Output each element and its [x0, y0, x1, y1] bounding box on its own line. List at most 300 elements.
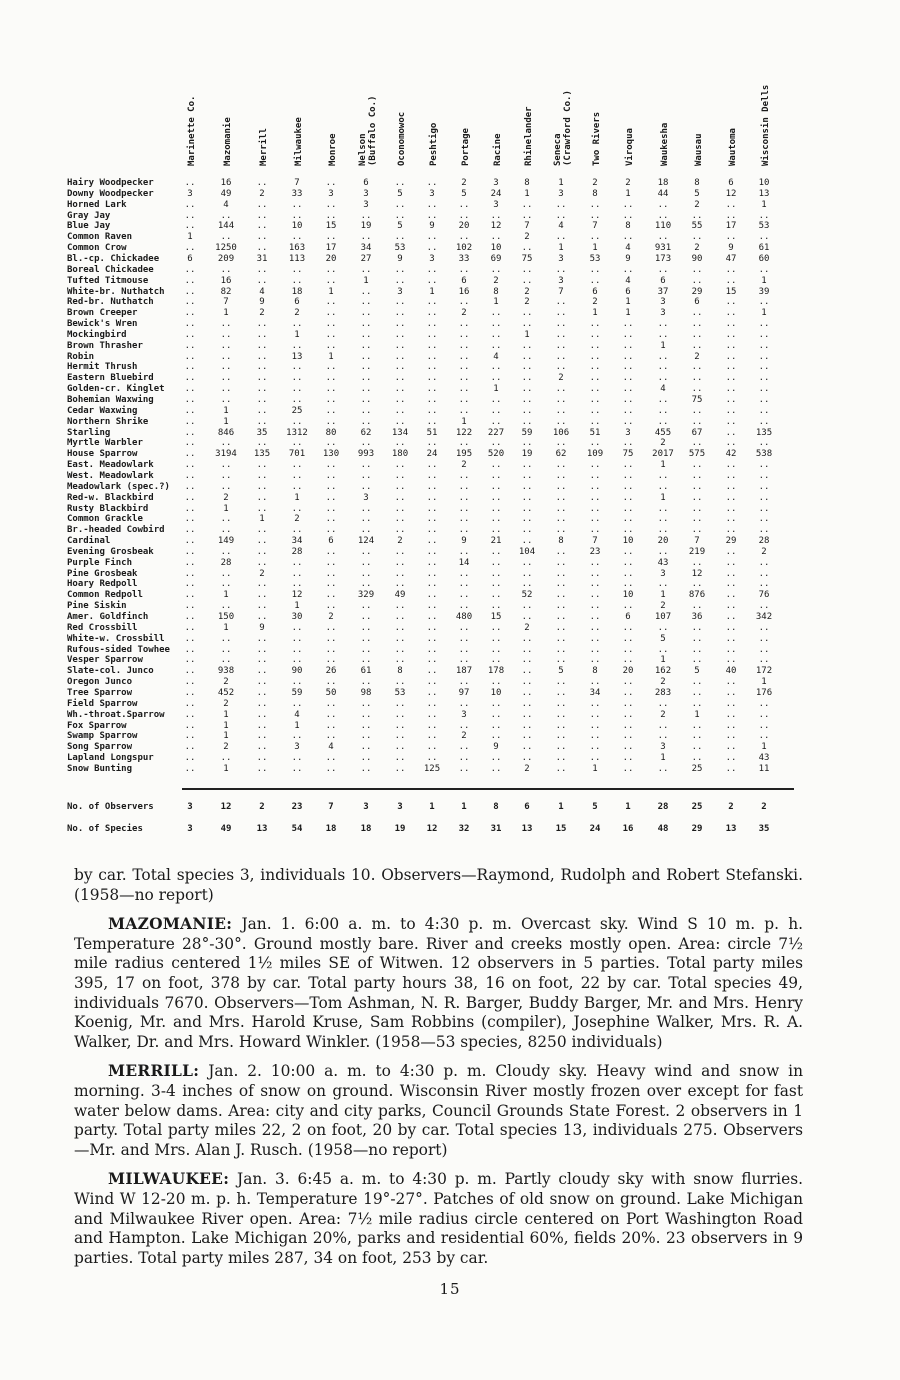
- count-cell: ..: [555, 416, 567, 427]
- count-cell: 8: [493, 286, 499, 297]
- count-cell: 5: [660, 633, 666, 644]
- count-cell: ..: [490, 362, 502, 373]
- count-cell: ..: [394, 178, 406, 188]
- count-cell: 6: [728, 178, 734, 188]
- count-cell: ..: [758, 384, 770, 395]
- location-header: Wisconsin Dells: [761, 84, 771, 166]
- count-cell: ..: [325, 329, 337, 340]
- count-cell: ..: [426, 492, 438, 503]
- species-cell: 48: [657, 824, 669, 834]
- species-name: Wh.-throat.Sparrow: [67, 709, 165, 720]
- count-cell: ..: [521, 633, 533, 644]
- count-cell: 2: [694, 199, 700, 210]
- count-cell: ..: [360, 677, 372, 688]
- count-cell: ..: [256, 698, 268, 709]
- species-name: Boreal Chickadee: [67, 264, 154, 275]
- count-cell: ..: [426, 579, 438, 590]
- count-cell: ..: [426, 178, 438, 188]
- count-cell: ..: [291, 384, 303, 395]
- count-cell: 5: [694, 666, 700, 677]
- species-name: Red-br. Nuthatch: [67, 297, 154, 308]
- count-cell: 1: [328, 286, 334, 297]
- species-name: Pine Grosbeak: [67, 568, 138, 579]
- count-cell: ..: [184, 243, 196, 254]
- species-cell: 12: [426, 824, 438, 834]
- count-cell: 2: [259, 568, 265, 579]
- count-cell: 1: [625, 308, 631, 319]
- count-cell: ..: [490, 514, 502, 525]
- count-cell: 2: [461, 731, 467, 742]
- species-cell: 18: [325, 824, 337, 834]
- count-cell: 5: [694, 188, 700, 199]
- count-cell: 6: [625, 286, 631, 297]
- count-cell: ..: [521, 470, 533, 481]
- count-cell: ..: [325, 264, 337, 275]
- count-cell: ..: [555, 199, 567, 210]
- count-cell: ..: [622, 579, 634, 590]
- count-cell: ..: [360, 622, 372, 633]
- count-cell: ..: [758, 470, 770, 481]
- species-label: No. of Species: [67, 824, 143, 834]
- count-cell: ..: [394, 492, 406, 503]
- count-cell: 209: [217, 253, 235, 264]
- observers-cell: 2: [761, 802, 767, 812]
- count-cell: ..: [555, 763, 567, 774]
- species-name: Song Sparrow: [67, 742, 133, 753]
- count-cell: ..: [725, 319, 737, 330]
- count-cell: ..: [394, 655, 406, 666]
- count-cell: ..: [458, 655, 470, 666]
- count-cell: ..: [691, 362, 703, 373]
- count-cell: 7: [592, 221, 598, 232]
- count-cell: ..: [256, 438, 268, 449]
- count-cell: ..: [589, 460, 601, 471]
- count-cell: 34: [291, 536, 303, 547]
- count-cell: ..: [622, 568, 634, 579]
- count-cell: ..: [220, 601, 232, 612]
- count-cell: ..: [758, 319, 770, 330]
- count-cell: 17: [325, 243, 337, 254]
- count-cell: ..: [758, 731, 770, 742]
- count-cell: ..: [256, 633, 268, 644]
- species-name: House Sparrow: [67, 449, 138, 460]
- count-cell: ..: [394, 709, 406, 720]
- count-cell: ..: [555, 395, 567, 405]
- species-name: Field Sparrow: [67, 698, 138, 709]
- count-cell: 31: [256, 253, 268, 264]
- count-cell: 109: [586, 449, 604, 460]
- count-cell: ..: [360, 286, 372, 297]
- count-cell: ..: [325, 308, 337, 319]
- count-cell: ..: [555, 590, 567, 601]
- count-cell: ..: [291, 698, 303, 709]
- count-cell: 1: [761, 275, 767, 286]
- paragraph-continued: by car. Total species 3, individuals 10. Observers—Raymond, Rudolph and Robert Stefanski. (1958—no report): [74, 866, 803, 904]
- count-cell: ..: [725, 438, 737, 449]
- count-cell: 1: [294, 601, 300, 612]
- count-cell: ..: [490, 232, 502, 243]
- count-cell: ..: [589, 492, 601, 503]
- count-cell: ..: [691, 644, 703, 655]
- count-cell: 2: [397, 536, 403, 547]
- count-cell: 3: [363, 188, 369, 199]
- count-cell: ..: [360, 633, 372, 644]
- count-cell: ..: [691, 579, 703, 590]
- count-cell: ..: [691, 384, 703, 395]
- count-cell: ..: [426, 416, 438, 427]
- count-cell: ..: [589, 232, 601, 243]
- count-cell: ..: [691, 622, 703, 633]
- count-cell: 1: [223, 405, 229, 416]
- count-cell: ..: [220, 633, 232, 644]
- count-cell: ..: [360, 742, 372, 753]
- count-cell: ..: [691, 264, 703, 275]
- count-cell: ..: [426, 340, 438, 351]
- count-cell: ..: [426, 622, 438, 633]
- species-name: Common Grackle: [67, 514, 143, 525]
- count-cell: 43: [758, 753, 770, 764]
- count-cell: ..: [184, 731, 196, 742]
- count-cell: ..: [360, 503, 372, 514]
- count-cell: ..: [589, 264, 601, 275]
- count-cell: ..: [220, 460, 232, 471]
- species-name: Snow Bunting: [67, 763, 133, 774]
- paragraph-merrill: MERRILL: Jan. 2. 10:00 a. m. to 4:30 p. m. Cloudy sky. Heavy wind and snow in morning. 3-4 inches of snow on ground. Wisconsin River mostly frozen over except for fast water below dams. Area: city and city parks, Council Grounds State Forest. 2 observers in 1 party. Total party miles 22, 2 on foot, 20 by car. Total species 13, individuals 275. Observers—Mr. and Mrs. Alan J. Rusch. (1958—no report): [74, 1062, 803, 1159]
- count-cell: ..: [758, 579, 770, 590]
- count-cell: ..: [725, 416, 737, 427]
- count-cell: ..: [555, 655, 567, 666]
- count-cell: ..: [691, 460, 703, 471]
- location-header: Waukesha: [660, 122, 670, 166]
- count-cell: ..: [657, 362, 669, 373]
- count-cell: ..: [394, 481, 406, 492]
- count-cell: ..: [394, 503, 406, 514]
- count-cell: ..: [555, 568, 567, 579]
- count-cell: ..: [256, 763, 268, 774]
- count-cell: 40: [725, 666, 737, 677]
- count-cell: ..: [426, 199, 438, 210]
- count-cell: ..: [622, 470, 634, 481]
- count-cell: ..: [725, 763, 737, 774]
- count-cell: ..: [220, 362, 232, 373]
- count-cell: ..: [521, 698, 533, 709]
- species-name: Lapland Longspur: [67, 753, 154, 764]
- count-cell: ..: [691, 514, 703, 525]
- count-cell: ..: [589, 568, 601, 579]
- count-cell: 3: [461, 709, 467, 720]
- count-cell: ..: [291, 644, 303, 655]
- count-cell: ..: [426, 243, 438, 254]
- count-cell: ..: [521, 601, 533, 612]
- count-cell: 30: [291, 612, 303, 622]
- count-cell: ..: [758, 340, 770, 351]
- count-cell: 18: [291, 286, 303, 297]
- count-cell: ..: [184, 460, 196, 471]
- count-cell: 2: [592, 297, 598, 308]
- count-cell: ..: [622, 698, 634, 709]
- count-cell: 3: [363, 199, 369, 210]
- count-cell: ..: [490, 546, 502, 557]
- count-cell: 62: [555, 449, 567, 460]
- count-cell: ..: [394, 319, 406, 330]
- count-cell: ..: [521, 340, 533, 351]
- species-name: West. Meadowlark: [67, 470, 154, 481]
- count-cell: ..: [725, 351, 737, 362]
- count-cell: ..: [458, 720, 470, 731]
- count-cell: ..: [360, 753, 372, 764]
- count-cell: ..: [758, 232, 770, 243]
- count-cell: 4: [259, 286, 265, 297]
- species-name: Slate-col. Junco: [67, 666, 154, 677]
- count-cell: ..: [758, 492, 770, 503]
- count-cell: ..: [521, 644, 533, 655]
- count-cell: ..: [521, 384, 533, 395]
- count-cell: ..: [725, 579, 737, 590]
- count-cell: 2: [694, 351, 700, 362]
- count-cell: ..: [426, 362, 438, 373]
- count-cell: ..: [325, 633, 337, 644]
- count-cell: ..: [589, 319, 601, 330]
- count-cell: ..: [394, 460, 406, 471]
- count-cell: ..: [458, 644, 470, 655]
- observers-cell: 3: [363, 802, 369, 812]
- count-cell: ..: [458, 329, 470, 340]
- count-cell: 102: [455, 243, 473, 254]
- count-cell: ..: [184, 329, 196, 340]
- count-cell: ..: [458, 633, 470, 644]
- count-cell: ..: [184, 351, 196, 362]
- count-cell: 2: [524, 286, 530, 297]
- count-cell: 1: [187, 232, 193, 243]
- location-header: Monroe: [328, 133, 338, 166]
- count-cell: ..: [184, 308, 196, 319]
- count-cell: ..: [325, 232, 337, 243]
- count-cell: ..: [256, 243, 268, 254]
- count-cell: ..: [758, 698, 770, 709]
- count-cell: ..: [725, 568, 737, 579]
- count-cell: ..: [325, 720, 337, 731]
- count-cell: ..: [589, 579, 601, 590]
- count-cell: ..: [589, 525, 601, 536]
- count-cell: ..: [291, 503, 303, 514]
- species-cell: 13: [521, 824, 533, 834]
- count-cell: ..: [360, 395, 372, 405]
- count-cell: 82: [220, 286, 232, 297]
- count-cell: ..: [589, 373, 601, 384]
- count-cell: ..: [622, 438, 634, 449]
- observers-cell: 23: [291, 802, 303, 812]
- count-cell: ..: [184, 677, 196, 688]
- count-cell: ..: [555, 232, 567, 243]
- count-cell: 98: [360, 687, 372, 698]
- count-cell: ..: [220, 438, 232, 449]
- count-cell: ..: [256, 579, 268, 590]
- count-cell: ..: [360, 438, 372, 449]
- count-cell: 575: [688, 449, 706, 460]
- count-cell: ..: [725, 590, 737, 601]
- count-cell: ..: [360, 481, 372, 492]
- species-cell: 3: [187, 824, 193, 834]
- count-cell: ..: [256, 720, 268, 731]
- count-cell: 12: [691, 568, 703, 579]
- count-cell: ..: [555, 297, 567, 308]
- count-cell: 34: [589, 687, 601, 698]
- count-cell: ..: [325, 481, 337, 492]
- count-cell: ..: [394, 742, 406, 753]
- count-cell: 2: [461, 308, 467, 319]
- observers-cell: 1: [429, 802, 435, 812]
- count-cell: ..: [394, 297, 406, 308]
- count-cell: ..: [589, 395, 601, 405]
- count-cell: 12: [291, 590, 303, 601]
- count-cell: ..: [184, 178, 196, 188]
- count-cell: ..: [256, 351, 268, 362]
- count-cell: ..: [426, 470, 438, 481]
- count-cell: ..: [622, 351, 634, 362]
- count-cell: ..: [725, 308, 737, 319]
- count-cell: ..: [184, 362, 196, 373]
- count-cell: ..: [725, 481, 737, 492]
- count-cell: ..: [394, 720, 406, 731]
- count-cell: ..: [426, 698, 438, 709]
- count-cell: 7: [558, 286, 564, 297]
- observers-cell: 2: [259, 802, 265, 812]
- count-cell: ..: [360, 384, 372, 395]
- count-cell: ..: [725, 232, 737, 243]
- count-cell: 17: [725, 221, 737, 232]
- count-cell: ..: [521, 709, 533, 720]
- count-cell: ..: [521, 416, 533, 427]
- count-cell: 16: [458, 286, 470, 297]
- count-cell: ..: [622, 460, 634, 471]
- count-cell: 2: [223, 698, 229, 709]
- count-cell: ..: [589, 753, 601, 764]
- count-cell: ..: [657, 546, 669, 557]
- count-cell: ..: [256, 590, 268, 601]
- count-cell: ..: [426, 232, 438, 243]
- count-cell: ..: [490, 590, 502, 601]
- count-cell: 135: [755, 427, 773, 438]
- observers-cell: 3: [187, 802, 193, 812]
- count-cell: ..: [184, 395, 196, 405]
- count-cell: ..: [589, 655, 601, 666]
- species-name: Common Crow: [67, 243, 127, 254]
- count-cell: ..: [691, 698, 703, 709]
- observers-cell: 6: [524, 802, 530, 812]
- count-cell: ..: [657, 698, 669, 709]
- count-cell: ..: [758, 481, 770, 492]
- observers-cell: 25: [691, 802, 703, 812]
- count-cell: ..: [426, 720, 438, 731]
- count-cell: ..: [758, 329, 770, 340]
- count-cell: ..: [555, 742, 567, 753]
- species-cell: 15: [555, 824, 567, 834]
- count-cell: ..: [256, 373, 268, 384]
- count-cell: ..: [691, 687, 703, 698]
- count-cell: 3: [660, 308, 666, 319]
- count-cell: ..: [622, 742, 634, 753]
- count-cell: ..: [325, 416, 337, 427]
- count-cell: ..: [589, 514, 601, 525]
- count-cell: 75: [691, 395, 703, 405]
- species-name: Cedar Waxwing: [67, 405, 138, 416]
- observers-cell: 5: [592, 802, 598, 812]
- species-name: Tufted Titmouse: [67, 275, 149, 286]
- count-cell: ..: [555, 210, 567, 221]
- species-cell: 29: [691, 824, 703, 834]
- count-cell: ..: [657, 514, 669, 525]
- count-cell: 1: [363, 275, 369, 286]
- count-cell: ..: [725, 612, 737, 622]
- place-name: MAZOMANIE:: [108, 915, 233, 934]
- count-cell: 1: [660, 753, 666, 764]
- count-cell: ..: [220, 568, 232, 579]
- count-cell: ..: [184, 644, 196, 655]
- species-name: Red-w. Blackbird: [67, 492, 154, 503]
- count-cell: 701: [288, 449, 306, 460]
- count-cell: 43: [657, 557, 669, 568]
- observers-label: No. of Observers: [67, 802, 154, 812]
- location-header: Oconomowoc: [397, 111, 407, 166]
- count-cell: 21: [490, 536, 502, 547]
- count-cell: ..: [184, 612, 196, 622]
- count-cell: ..: [521, 362, 533, 373]
- count-cell: ..: [691, 557, 703, 568]
- count-cell: ..: [622, 264, 634, 275]
- count-cell: 163: [288, 243, 306, 254]
- count-cell: ..: [490, 753, 502, 764]
- species-name: Brown Thrasher: [67, 340, 143, 351]
- count-cell: ..: [394, 525, 406, 536]
- count-cell: ..: [622, 601, 634, 612]
- count-cell: 2: [294, 308, 300, 319]
- count-cell: 2: [524, 763, 530, 774]
- count-cell: ..: [256, 677, 268, 688]
- count-cell: ..: [657, 470, 669, 481]
- count-cell: 28: [291, 546, 303, 557]
- species-name: East. Meadowlark: [67, 460, 154, 471]
- count-cell: ..: [394, 633, 406, 644]
- count-cell: ..: [426, 210, 438, 221]
- count-cell: 5: [397, 188, 403, 199]
- count-cell: 2: [493, 275, 499, 286]
- count-cell: ..: [589, 481, 601, 492]
- count-cell: 15: [725, 286, 737, 297]
- count-cell: ..: [426, 677, 438, 688]
- count-cell: 6: [294, 297, 300, 308]
- count-cell: ..: [657, 199, 669, 210]
- count-cell: 1: [761, 308, 767, 319]
- species-cell: 35: [758, 824, 770, 834]
- count-cell: ..: [360, 210, 372, 221]
- species-name: Myrtle Warbler: [67, 438, 143, 449]
- count-cell: ..: [426, 405, 438, 416]
- count-cell: ..: [394, 210, 406, 221]
- count-cell: 3194: [215, 449, 237, 460]
- count-cell: ..: [291, 210, 303, 221]
- count-cell: 9: [397, 253, 403, 264]
- count-cell: 2: [259, 308, 265, 319]
- count-cell: 24: [426, 449, 438, 460]
- count-cell: 19: [360, 221, 372, 232]
- count-cell: ..: [589, 742, 601, 753]
- species-name: Red Crossbill: [67, 622, 138, 633]
- count-cell: ..: [256, 199, 268, 210]
- count-cell: ..: [555, 438, 567, 449]
- count-cell: ..: [521, 210, 533, 221]
- count-cell: ..: [458, 210, 470, 221]
- count-cell: 122: [455, 427, 473, 438]
